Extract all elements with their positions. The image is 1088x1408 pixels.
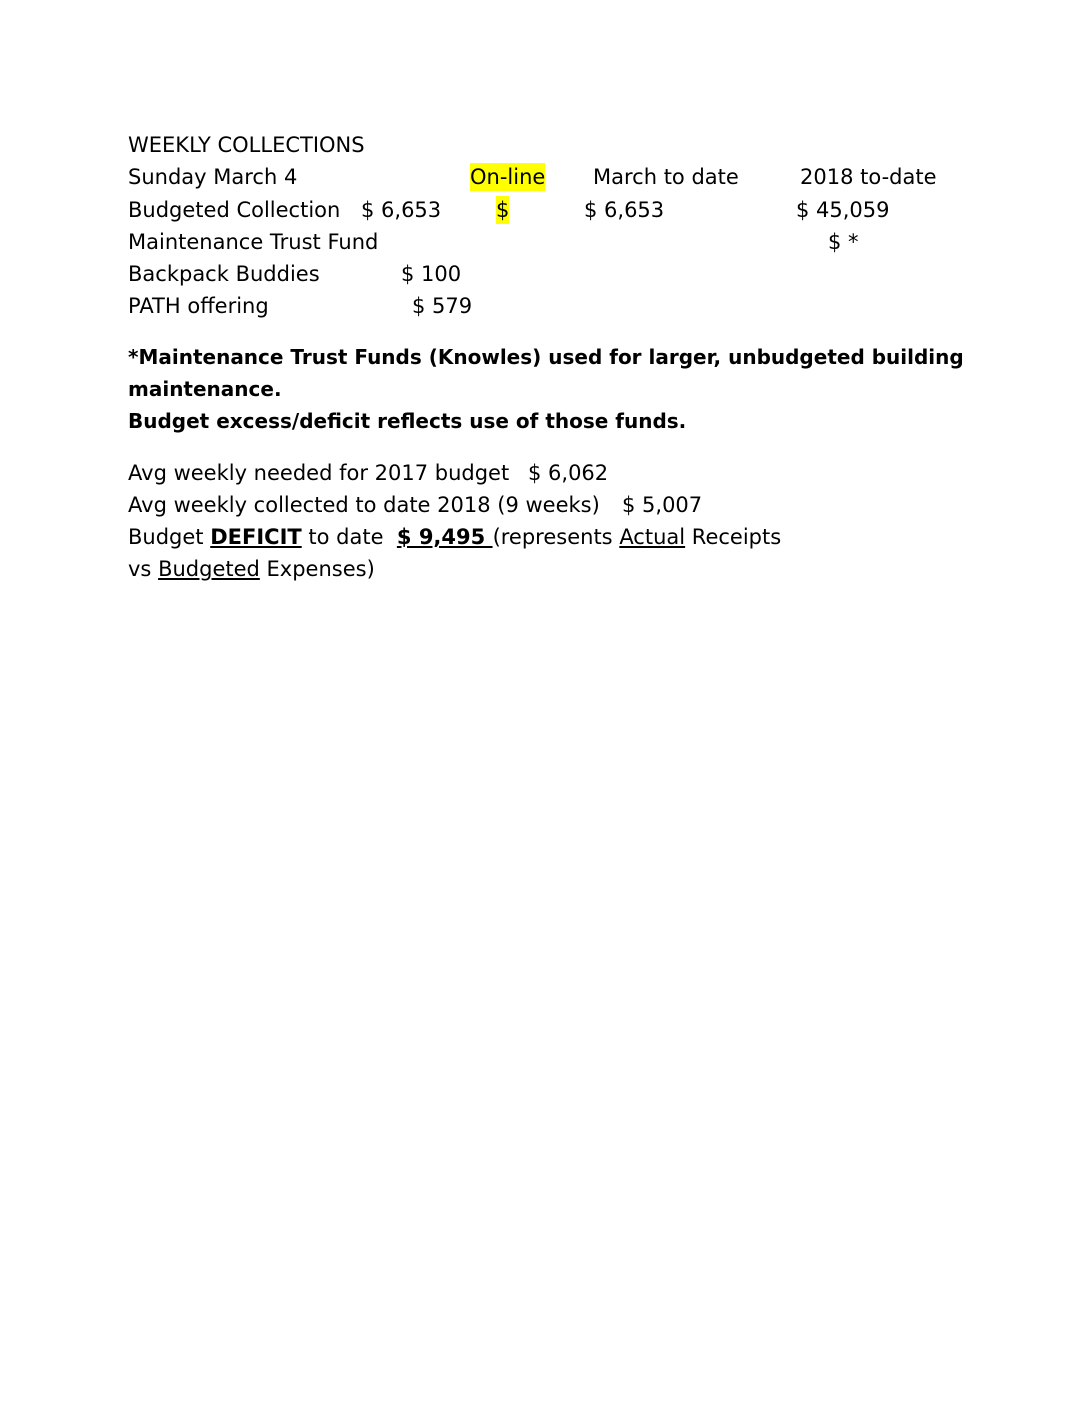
page-heading: WEEKLY COLLECTIONS	[128, 133, 365, 157]
row-ytd-budgeted-collection: $ 45,059	[796, 198, 890, 222]
deficit-value: $ 9,495	[396, 525, 493, 549]
online-header: On-line	[470, 165, 546, 189]
deficit-line	[128, 523, 781, 551]
note-line-2: maintenance.	[128, 377, 282, 401]
deficit-prefix: Budget	[128, 525, 204, 549]
row-online-budgeted-collection: $	[496, 198, 510, 222]
year-to-date-header: 2018 to-date	[800, 165, 937, 189]
deficit-mid: to date	[308, 525, 384, 549]
deficit-paren-open: (represents	[492, 525, 613, 549]
note-line-3: Budget excess/deficit reflects use of those funds.	[128, 409, 687, 433]
avg-collected-value: $ 5,007	[622, 493, 703, 517]
day-label: Sunday March 4	[128, 165, 298, 189]
row-label-backpack-buddies: Backpack Buddies	[128, 262, 320, 286]
row-label-path-offering: PATH offering	[128, 294, 269, 318]
row-label-budgeted-collection: Budgeted Collection	[128, 198, 341, 222]
row-amount-backpack-buddies: $ 100	[401, 262, 462, 286]
row-amount-path-offering: $ 579	[412, 294, 473, 318]
receipts-word: Receipts	[691, 525, 782, 549]
vs-word: vs	[128, 557, 152, 581]
deficit-line-continued	[128, 555, 375, 583]
budgeted-word: Budgeted	[158, 557, 260, 581]
expenses-close: Expenses)	[266, 557, 375, 581]
row-ytd-maintenance-trust-fund: $ *	[828, 230, 859, 254]
row-amount-budgeted-collection: $ 6,653	[361, 198, 442, 222]
avg-needed-value: $ 6,062	[528, 461, 609, 485]
march-to-date-header: March to date	[593, 165, 739, 189]
note-line-1: *Maintenance Trust Funds (Knowles) used for larger, unbudgeted building	[128, 345, 964, 369]
row-march-budgeted-collection: $ 6,653	[584, 198, 665, 222]
avg-needed-label: Avg weekly needed for 2017 budget	[128, 461, 510, 485]
row-label-maintenance-trust-fund: Maintenance Trust Fund	[128, 230, 379, 254]
deficit-word: DEFICIT	[210, 525, 302, 549]
avg-collected-label: Avg weekly collected to date 2018 (9 weeks)	[128, 493, 600, 517]
actual-word: Actual	[619, 525, 686, 549]
